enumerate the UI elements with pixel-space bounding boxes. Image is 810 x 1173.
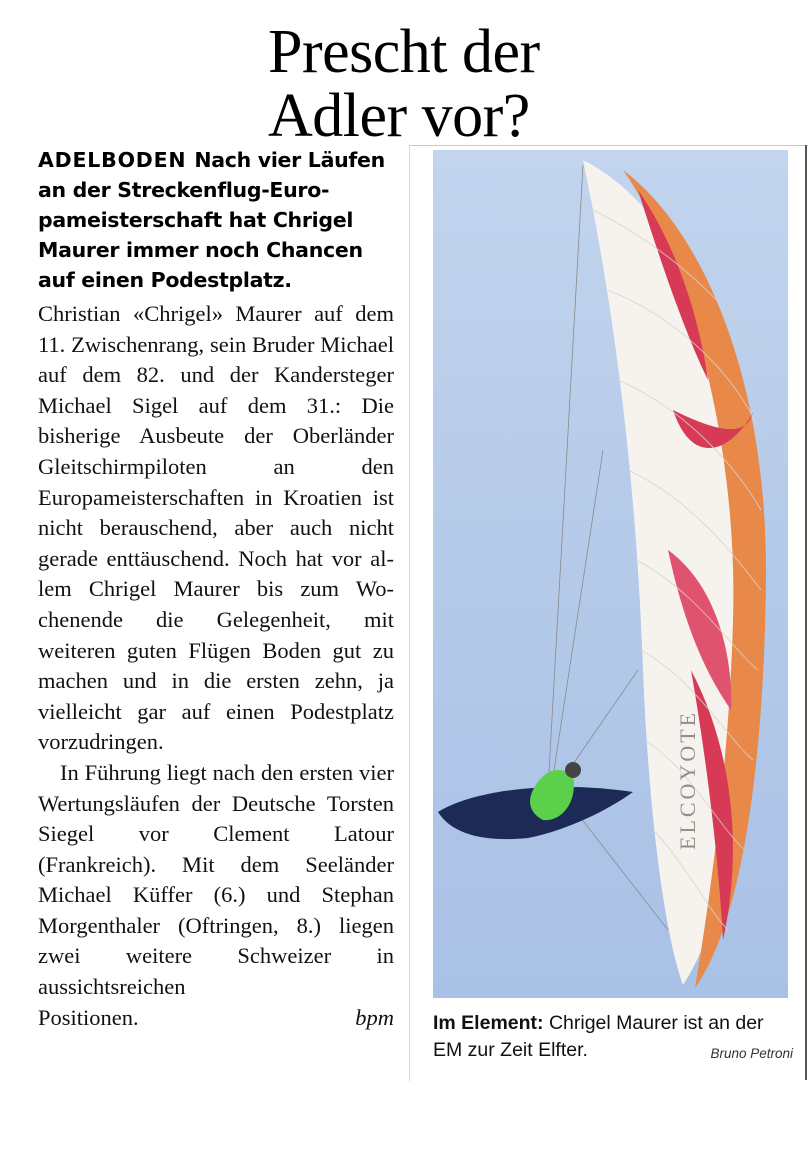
photo-credit: Bruno Petroni — [710, 1046, 793, 1061]
closing-line — [38, 1003, 394, 1034]
glider-lettering: ELCOYOTE — [675, 709, 700, 850]
body-paragraph-1: Christian «Chrigel» Maurer auf dem 11. Zwischenrang, sein Bruder Michael auf dem 82. und der Kandersteger Michael Sigel auf dem 31.: Die bisherige Ausbeute der Oberländer Gleitschirmpiloten an den Europameisterschaften in Kroatien ist nicht berauschend, aber auch nicht gerade enttäuschend. Noch hat vor allem Chrigel Maurer bis zum Wochenende die Gelegenheit, mit weiteren guten Flügen Boden gut zu machen und in die ersten zehn, ja vielleicht gar auf einen Podestplatz vorzudringen. — [38, 301, 394, 755]
paraglider-illustration — [433, 150, 788, 998]
dateline: ADELBODEN — [38, 148, 187, 172]
photo-caption — [433, 1010, 793, 1067]
headline — [268, 20, 688, 148]
pilot-helmet — [565, 762, 581, 778]
author-initials: bpm — [355, 1004, 394, 1030]
article-body — [38, 299, 394, 1033]
lead-text: Nach vier Läufen an der Streckenflug-Europameisterschaft hat Chrigel Maurer immer noch Chancen auf einen Podestplatz. — [38, 148, 385, 292]
lead-paragraph — [38, 145, 394, 295]
closing-text: Positionen. — [38, 1004, 139, 1030]
body-paragraph-2: In Führung liegt nach den ersten vier Wertungsläufen der Deutsche Torsten Siegel vor Clement Latour (Frankreich). Mit dem Seeländer Michael Küffer (6.) und Stephan Morgenthaler (Oftringen, 8.) liegen zwei weitere Schweizer in aussichtsreichen — [38, 759, 394, 1000]
caption-label: Im Element: — [433, 1012, 544, 1034]
headline-line-2: Adler vor? — [268, 82, 530, 150]
column-rule — [805, 145, 807, 1080]
article — [38, 145, 394, 1033]
headline-line-1: Prescht der — [268, 18, 540, 86]
paraglider-photo — [433, 150, 788, 998]
caption-text: Chrigel Maurer ist an der EM zur Zeit Elfter. — [433, 1012, 764, 1061]
